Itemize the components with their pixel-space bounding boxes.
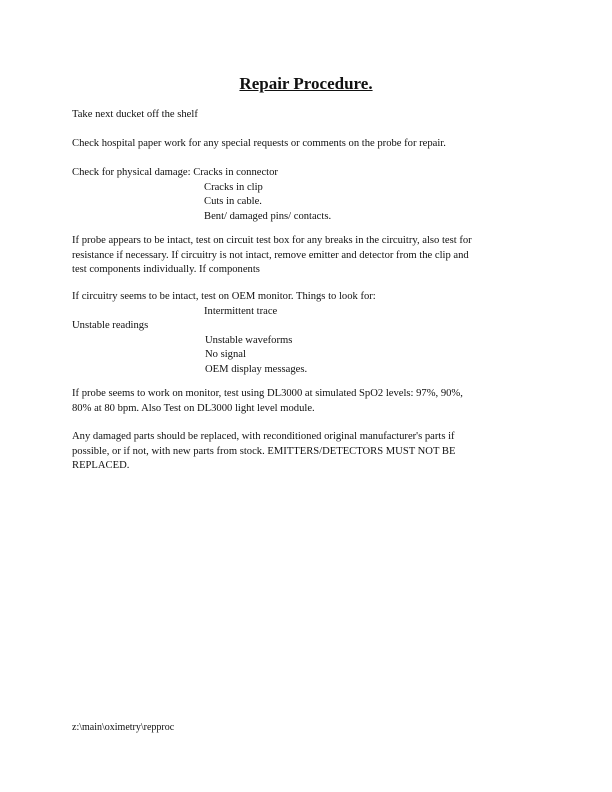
monitor-test-lead: If circuitry seems to be intact, test on OEM monitor. Things to look for: xyxy=(72,291,376,302)
circuit-test-line: resistance if necessary. If circuitry is not intact, remove emitter and detector from the clip and xyxy=(72,249,469,261)
monitor-test-block xyxy=(72,290,538,377)
damage-item: Bent/ damaged pins/ contacts. xyxy=(204,210,332,222)
step-paperwork: Check hospital paper work for any special requests or comments on the probe for repair. xyxy=(72,138,446,149)
replacement-line: Any damaged parts should be replaced, with reconditioned original manufacturer's parts if xyxy=(72,431,455,442)
dl3000-test-line: 80% at 80 bpm. Also Test on DL3000 light level module. xyxy=(72,402,315,414)
replacement-line: possible, or if not, with new parts from stock. EMITTERS/DETECTORS MUST NOT BE xyxy=(72,445,456,457)
circuit-test-line: If probe appears to be intact, test on circuit test box for any breaks in the circuitry, also test for xyxy=(72,235,472,246)
monitor-item: Intermittent trace xyxy=(204,305,278,317)
page-title: Repair Procedure. xyxy=(239,74,373,93)
damage-item: Cuts in cable. xyxy=(204,196,262,207)
monitor-unstable-readings: Unstable readings xyxy=(72,320,149,331)
replacement-line: REPLACED. xyxy=(72,460,130,471)
circuit-test-block xyxy=(72,234,538,278)
circuit-test-line: test components individually. If components xyxy=(72,264,260,275)
replacement-block xyxy=(72,430,538,474)
monitor-item: OEM display messages. xyxy=(205,363,308,375)
damage-check-block xyxy=(72,166,538,224)
damage-item: Cracks in clip xyxy=(204,181,263,193)
dl3000-test-block xyxy=(72,387,538,416)
footer-file-path: z:\main\oximetry\repproc xyxy=(72,722,175,733)
dl3000-test-line: If probe seems to work on monitor, test using DL3000 at simulated SpO2 levels: 97%, 90%, xyxy=(72,388,463,399)
monitor-item: No signal xyxy=(205,349,246,360)
damage-check-lead: Check for physical damage: Cracks in connector xyxy=(72,167,278,178)
step-shelf: Take next ducket off the shelf xyxy=(72,109,198,120)
monitor-item: Unstable waveforms xyxy=(205,334,293,346)
